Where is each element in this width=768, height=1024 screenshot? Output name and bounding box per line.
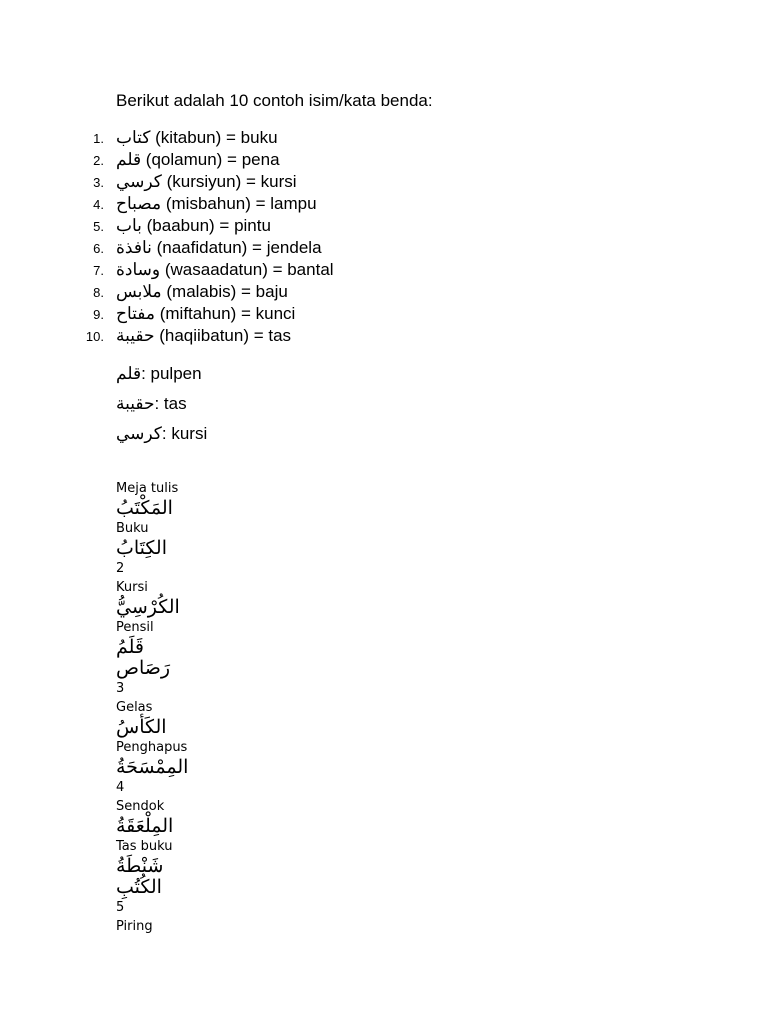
- vocab-arabic-word: الكُتُبِ: [116, 876, 162, 898]
- vocab-number: 3: [116, 681, 125, 696]
- list-number: 1.: [93, 131, 104, 146]
- vocab-number: 2: [116, 561, 125, 576]
- list-item-text: كتاب (kitabun) = buku: [116, 128, 278, 147]
- vocab-arabic-word: قَلَمُ: [116, 636, 145, 658]
- list-item-text: حقيبة (haqiibatun) = tas: [116, 326, 292, 345]
- vocab-indonesian-word: Sendok: [116, 799, 165, 814]
- vocab-indonesian-word: Tas buku: [116, 839, 173, 854]
- short-list-item: كرسي: kursi: [116, 424, 208, 443]
- list-item-text: ملابس (malabis) = baju: [116, 282, 288, 301]
- list-number: 10.: [85, 329, 104, 344]
- list-number: 2.: [93, 153, 104, 168]
- short-list-item: حقيبة: tas: [116, 394, 187, 413]
- list-number: 5.: [93, 219, 104, 234]
- list-item-text: مصباح (misbahun) = lampu: [116, 194, 317, 213]
- vocab-arabic-word: الكُرْسِيُّ: [116, 596, 180, 618]
- vocab-indonesian-word: Pensil: [116, 620, 154, 635]
- vocab-number: 4: [116, 780, 125, 795]
- list-item-text: وسادة (wasaadatun) = bantal: [116, 260, 334, 279]
- short-translation-list: [116, 363, 207, 453]
- vocab-indonesian-word: Buku: [116, 521, 149, 536]
- vocab-indonesian-word: Gelas: [116, 700, 153, 715]
- list-number: 9.: [93, 307, 104, 322]
- vocab-arabic-word: شَنْطَةُ: [116, 855, 164, 877]
- vocab-arabic-word: المِمْسَحَةُ: [116, 756, 189, 778]
- intro-text: Berikut adalah 10 contoh isim/kata benda:: [116, 91, 433, 110]
- vocab-arabic-word: المِلْعَقَةُ: [116, 815, 174, 837]
- short-list-item: قلم: pulpen: [116, 364, 202, 383]
- vocab-arabic-word: رَصَاص: [116, 657, 171, 679]
- list-item-text: باب (baabun) = pintu: [116, 216, 271, 235]
- vocab-indonesian-word: Meja tulis: [116, 481, 179, 496]
- list-item-text: نافذة (naafidatun) = jendela: [116, 238, 322, 257]
- list-item-text: مفتاح (miftahun) = kunci: [116, 304, 296, 323]
- vocab-arabic-word: الكِتَابُ: [116, 537, 167, 559]
- vocab-indonesian-word: Piring: [116, 919, 153, 934]
- vocab-number: 5: [116, 900, 125, 915]
- list-item-text: كرسي (kursiyun) = kursi: [116, 172, 297, 191]
- list-item-text: قلم (qolamun) = pena: [116, 150, 280, 169]
- vocabulary-list: [116, 479, 188, 936]
- list-number: 4.: [93, 197, 104, 212]
- vocab-arabic-word: المَكْتَبُ: [116, 497, 173, 519]
- list-number: 3.: [93, 175, 104, 190]
- vocab-indonesian-word: Penghapus: [116, 740, 188, 755]
- vocab-indonesian-word: Kursi: [116, 580, 148, 595]
- list-number: 8.: [93, 285, 104, 300]
- list-number: 6.: [93, 241, 104, 256]
- list-number: 7.: [93, 263, 104, 278]
- vocab-arabic-word: الكَأسُ: [116, 716, 167, 738]
